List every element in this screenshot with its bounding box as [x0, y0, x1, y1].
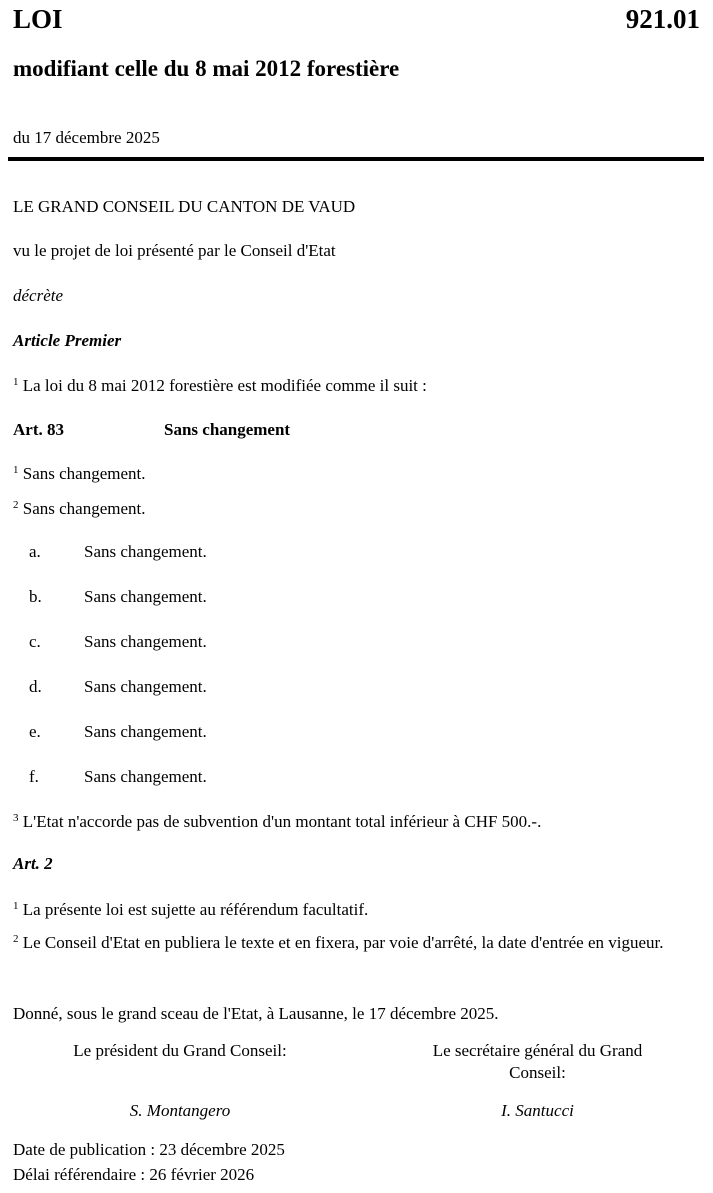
paragraph-number: 3	[13, 812, 19, 824]
art83-paragraph-2	[13, 499, 146, 519]
president-signature-block	[30, 1040, 330, 1062]
secretary-role-line-2: Conseil:	[509, 1063, 566, 1082]
art2-paragraph-2	[13, 928, 700, 960]
list-item-text: Sans changement.	[84, 542, 207, 561]
list-item-text: Sans changement.	[84, 677, 207, 696]
list-item-letter: f.	[29, 767, 39, 786]
art2-paragraph-1	[13, 900, 368, 920]
law-subtitle: modifiant celle du 8 mai 2012 forestière	[13, 56, 400, 81]
publication-date: Date de publication : 23 décembre 2025	[13, 1140, 285, 1159]
art83-paragraph-1	[13, 464, 146, 484]
list-item-letter: e.	[29, 722, 41, 741]
president-name: S. Montangero	[129, 1101, 231, 1120]
president-role: Le président du Grand Conseil:	[73, 1041, 287, 1060]
referendum-deadline: Délai référendaire : 26 février 2026	[13, 1165, 255, 1184]
closing-given: Donné, sous le grand sceau de l'Etat, à Lausanne, le 17 décembre 2025.	[13, 1004, 499, 1023]
paragraph-number: 1	[13, 376, 19, 388]
paragraph-text: Sans changement.	[22, 464, 146, 483]
paragraph-text: L'Etat n'accorde pas de subvention d'un montant total inférieur à CHF 500.-.	[22, 812, 542, 831]
law-number: 921.01	[625, 4, 700, 34]
paragraph-text: La loi du 8 mai 2012 forestière est modifiée comme il suit :	[22, 376, 427, 395]
list-item-text: Sans changement.	[84, 722, 207, 741]
article-premier-title: Article Premier	[13, 331, 122, 350]
art83-number: Art. 83	[13, 420, 64, 439]
art83-title: Sans changement	[164, 420, 291, 439]
preamble-considering: vu le projet de loi présenté par le Conseil d'Etat	[13, 241, 336, 260]
paragraph-text: Le Conseil d'Etat en publiera le texte et en fixera, par voie d'arrêté, la date d'entrée en vigueur.	[22, 933, 664, 952]
preamble-authority: LE GRAND CONSEIL DU CANTON DE VAUD	[13, 197, 356, 216]
paragraph-text: La présente loi est sujette au référendum facultatif.	[22, 900, 369, 919]
paragraph-number: 2	[13, 499, 19, 511]
list-item-letter: c.	[29, 632, 41, 651]
secretary-role-line-1: Le secrétaire général du Grand	[432, 1041, 643, 1060]
header-divider	[8, 157, 704, 161]
preamble-decrees: décrète	[13, 286, 64, 305]
list-item-letter: d.	[29, 677, 42, 696]
paragraph-number: 1	[13, 900, 19, 912]
art2-title: Art. 2	[13, 854, 53, 873]
list-item-text: Sans changement.	[84, 587, 207, 606]
secretary-name: I. Santucci	[501, 1101, 574, 1120]
list-item-text: Sans changement.	[84, 767, 207, 786]
article-premier-paragraph-1	[13, 376, 427, 396]
paragraph-text: Sans changement.	[22, 499, 146, 518]
art83-paragraph-3	[13, 812, 541, 832]
list-item-letter: a.	[29, 542, 41, 561]
paragraph-number: 1	[13, 464, 19, 476]
law-date: du 17 décembre 2025	[13, 128, 160, 147]
list-item-text: Sans changement.	[84, 632, 207, 651]
secretary-signature-block	[385, 1040, 690, 1084]
paragraph-number: 2	[13, 933, 19, 945]
list-item-letter: b.	[29, 587, 42, 606]
law-type: LOI	[13, 4, 63, 34]
